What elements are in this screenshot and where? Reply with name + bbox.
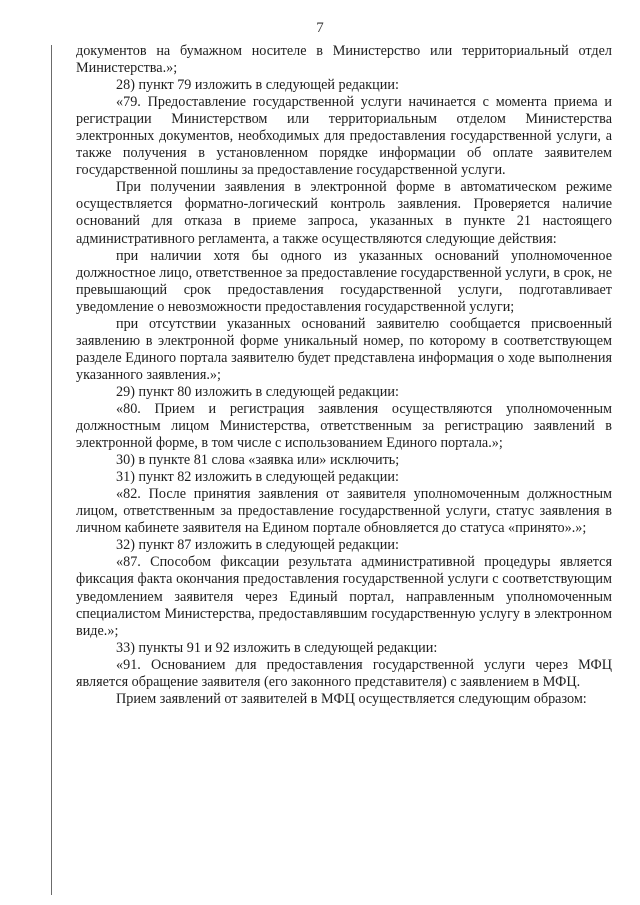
paragraph: «91. Основанием для предоставления государственной услуги через МФЦ является обращение заявителя (его законного представителя) с заявлением в МФЦ. — [76, 656, 612, 690]
page-number: 7 — [316, 20, 324, 36]
paragraph: 31) пункт 82 изложить в следующей редакции: — [116, 469, 399, 486]
paragraph: 33) пункты 91 и 92 изложить в следующей редакции: — [116, 639, 438, 656]
paragraph: 28) пункт 79 изложить в следующей редакции: — [116, 77, 399, 94]
paragraph: 29) пункт 80 изложить в следующей редакции: — [116, 383, 399, 400]
paragraph: 32) пункт 87 изложить в следующей редакции: — [116, 537, 399, 554]
paragraph: 30) в пункте 81 слова «заявка или» исключить; — [116, 452, 400, 469]
paragraph: Прием заявлений от заявителей в МФЦ осуществляется следующим образом: — [116, 690, 587, 707]
paragraph: при наличии хотя бы одного из указанных оснований уполномоченное должностное лицо, ответственное за предоставление государственной услуги, в срок, не превышающий срок предоставления государственной услуги, подготавливает уведомление о невозможности предоставления государственной услуги; — [76, 247, 612, 315]
paragraph: при отсутствии указанных оснований заявителю сообщается присвоенный заявлению в электронной форме уникальный номер, по которому в соответствующем разделе Единого портала заявителю будет представлена информация о ходе выполнения указанного заявления.»; — [76, 315, 612, 383]
paragraph: «79. Предоставление государственной услуги начинается с момента приема и регистрации Министерством или территориальным отделом Министерства электронных документов, необходимых для предоставления государственной услуги, а также получения в установленном порядке информации об оплате заявителем государственной пошлины за предоставление государственной услуги. — [76, 94, 612, 179]
paragraph: «80. Прием и регистрация заявления осуществляются уполномоченным должностным лицом Министерства, ответственным за регистрацию заявлений в электронной форме, в том числе с использованием Единого портала.»; — [76, 400, 612, 452]
margin-rule — [51, 45, 52, 895]
paragraph: При получении заявления в электронной форме в автоматическом режиме осуществляется форматно-логический контроль заявления. Проверяется наличие оснований для отказа в приеме запроса, указанных в пункте 21 настоящего административного регламента, а также осуществляются следующие действия: — [76, 179, 612, 247]
paragraph: «87. Способом фиксации результата административной процедуры является фиксация факта окончания предоставления государственной услуги с соответствующим уведомлением заявителя через Единый портал, направленным уполномоченным специалистом Министерства, предоставлявшим государственную услугу в электронном виде.»; — [76, 554, 612, 639]
paragraph: документов на бумажном носителе в Министерство или территориальный отдел Министерства.»; — [76, 43, 612, 77]
document-body — [76, 43, 612, 708]
paragraph: «82. После принятия заявления от заявителя уполномоченным должностным лицом, ответственным за предоставление государственной услуги, статус заявления в личном кабинете заявителя на Едином портале обновляется до статуса «принято».»; — [76, 486, 612, 537]
